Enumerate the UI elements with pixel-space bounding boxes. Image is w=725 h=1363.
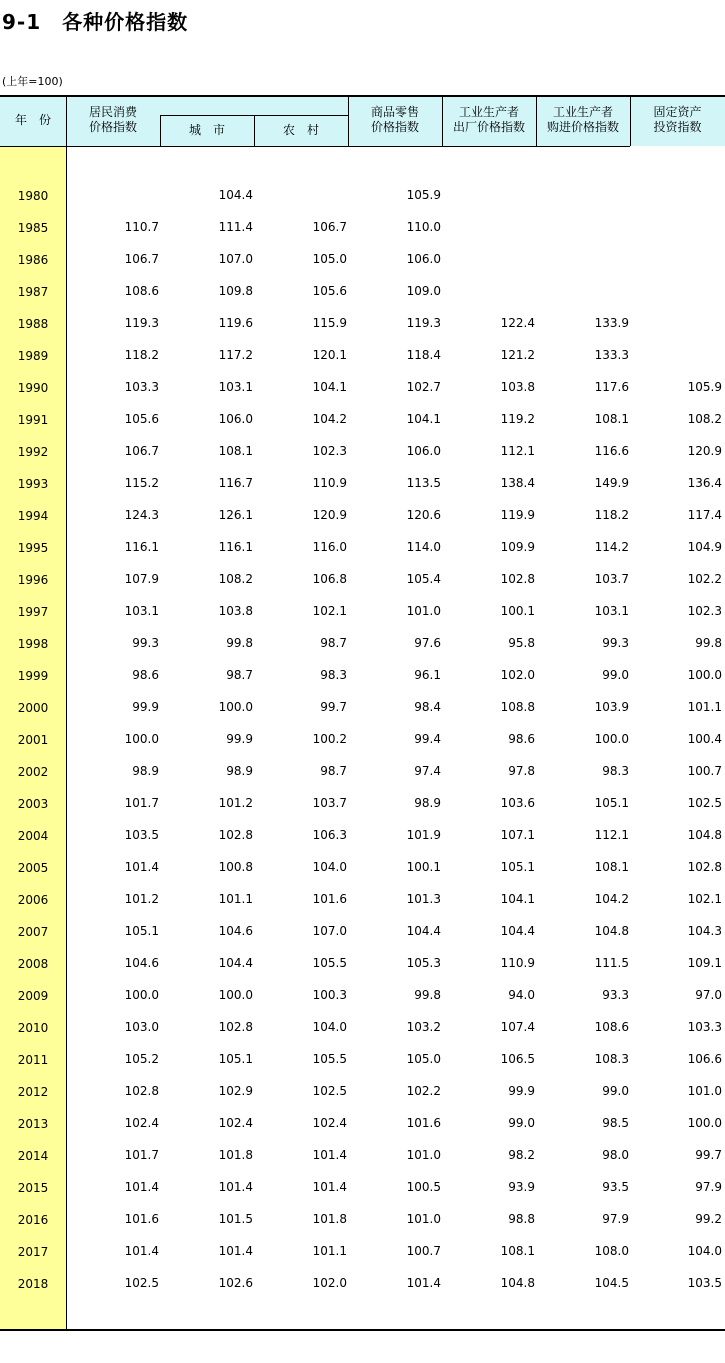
value-cell-cpi: 116.1: [124, 540, 159, 554]
year-cell: 2006: [17, 893, 49, 907]
year-cell: 1989: [17, 349, 49, 363]
value-cell-retail: 118.4: [406, 348, 441, 362]
year-cell: 1992: [17, 445, 49, 459]
value-cell-ppi-out: 97.8: [508, 764, 535, 778]
value-cell-urban: 100.8: [218, 860, 253, 874]
value-cell-ppi-in: 116.6: [594, 444, 629, 458]
value-cell-retail: 113.5: [406, 476, 441, 490]
value-cell-ppi-out: 104.1: [500, 892, 535, 906]
value-cell-ppi-out: 103.6: [500, 796, 535, 810]
value-cell-retail: 106.0: [406, 444, 441, 458]
value-cell-urban: 98.9: [226, 764, 253, 778]
value-cell-fixed: 103.5: [687, 1276, 722, 1290]
year-cell: 1986: [17, 253, 49, 267]
value-cell-ppi-in: 108.3: [594, 1052, 629, 1066]
value-cell-cpi: 100.0: [124, 732, 159, 746]
value-cell-rural: 105.5: [312, 956, 347, 970]
year-cell: 2013: [17, 1117, 49, 1131]
value-cell-cpi: 103.3: [124, 380, 159, 394]
value-cell-rural: 120.9: [312, 508, 347, 522]
value-cell-retail: 120.6: [406, 508, 441, 522]
year-cell: 2016: [17, 1213, 49, 1227]
value-cell-rural: 105.0: [312, 252, 347, 266]
value-cell-retail: 106.0: [406, 252, 441, 266]
year-cell: 2002: [17, 765, 49, 779]
header-bottom-rule: [0, 146, 630, 147]
header-year: 年 份: [14, 113, 51, 127]
value-cell-cpi: 119.3: [124, 316, 159, 330]
value-cell-ppi-out: 102.0: [500, 668, 535, 682]
value-cell-cpi: 101.4: [124, 1244, 159, 1258]
value-cell-cpi: 101.4: [124, 860, 159, 874]
value-cell-cpi: 101.2: [124, 892, 159, 906]
value-cell-rural: 106.3: [312, 828, 347, 842]
value-cell-urban: 104.4: [218, 188, 253, 202]
value-cell-cpi: 99.3: [132, 636, 159, 650]
year-column-divider: [66, 97, 67, 1330]
year-cell: 1997: [17, 605, 49, 619]
value-cell-ppi-in: 104.8: [594, 924, 629, 938]
value-cell-urban: 109.8: [218, 284, 253, 298]
value-cell-cpi: 105.6: [124, 412, 159, 426]
value-cell-retail: 103.2: [406, 1020, 441, 1034]
value-cell-fixed: 136.4: [687, 476, 722, 490]
value-cell-urban: 107.0: [218, 252, 253, 266]
value-cell-urban: 101.1: [218, 892, 253, 906]
value-cell-urban: 116.7: [218, 476, 253, 490]
value-cell-rural: 115.9: [312, 316, 347, 330]
value-cell-fixed: 102.5: [687, 796, 722, 810]
value-cell-retail: 101.6: [406, 1116, 441, 1130]
value-cell-fixed: 109.1: [687, 956, 722, 970]
value-cell-rural: 105.6: [312, 284, 347, 298]
year-cell: 2000: [17, 701, 49, 715]
value-cell-fixed: 97.0: [695, 988, 722, 1002]
value-cell-ppi-out: 104.4: [500, 924, 535, 938]
value-cell-retail: 96.1: [414, 668, 441, 682]
value-cell-rural: 102.3: [312, 444, 347, 458]
value-cell-fixed: 104.8: [687, 828, 722, 842]
value-cell-urban: 102.8: [218, 828, 253, 842]
value-cell-ppi-out: 102.8: [500, 572, 535, 586]
value-cell-ppi-in: 93.3: [602, 988, 629, 1002]
value-cell-rural: 106.8: [312, 572, 347, 586]
value-cell-ppi-in: 93.5: [602, 1180, 629, 1194]
year-cell: 1991: [17, 413, 49, 427]
year-cell: 1980: [17, 189, 49, 203]
value-cell-ppi-in: 100.0: [594, 732, 629, 746]
value-cell-rural: 102.0: [312, 1276, 347, 1290]
year-cell: 1995: [17, 541, 49, 555]
value-cell-ppi-in: 108.1: [594, 860, 629, 874]
value-cell-ppi-out: 108.8: [500, 700, 535, 714]
value-cell-urban: 104.6: [218, 924, 253, 938]
value-cell-urban: 102.9: [218, 1084, 253, 1098]
value-cell-urban: 104.4: [218, 956, 253, 970]
value-cell-ppi-in: 117.6: [594, 380, 629, 394]
value-cell-ppi-in: 108.6: [594, 1020, 629, 1034]
year-cell: 2009: [17, 989, 49, 1003]
header-fixed: 固定资产 投资指数: [653, 105, 702, 134]
year-cell: 1988: [17, 317, 49, 331]
year-cell: 2005: [17, 861, 49, 875]
year-cell: 2001: [17, 733, 49, 747]
value-cell-fixed: 100.0: [687, 668, 722, 682]
value-cell-retail: 105.9: [406, 188, 441, 202]
value-cell-ppi-in: 103.1: [594, 604, 629, 618]
value-cell-urban: 100.0: [218, 700, 253, 714]
value-cell-retail: 105.0: [406, 1052, 441, 1066]
header-retail: 商品零售 价格指数: [370, 105, 419, 134]
year-cell: 1998: [17, 637, 49, 651]
value-cell-cpi: 102.4: [124, 1116, 159, 1130]
value-cell-ppi-out: 98.2: [508, 1148, 535, 1162]
value-cell-ppi-out: 100.1: [500, 604, 535, 618]
value-cell-ppi-out: 138.4: [500, 476, 535, 490]
value-cell-cpi: 105.2: [124, 1052, 159, 1066]
value-cell-rural: 104.2: [312, 412, 347, 426]
value-cell-ppi-in: 104.5: [594, 1276, 629, 1290]
value-cell-urban: 101.4: [218, 1244, 253, 1258]
header-urban: 城 市: [188, 123, 225, 137]
value-cell-fixed: 101.0: [687, 1084, 722, 1098]
value-cell-urban: 108.2: [218, 572, 253, 586]
value-cell-retail: 114.0: [406, 540, 441, 554]
value-cell-ppi-in: 103.7: [594, 572, 629, 586]
value-cell-urban: 119.6: [218, 316, 253, 330]
value-cell-cpi: 108.6: [124, 284, 159, 298]
header-ppi-in: 工业生产者 购进价格指数: [546, 105, 619, 134]
value-cell-urban: 102.4: [218, 1116, 253, 1130]
value-cell-urban: 98.7: [226, 668, 253, 682]
value-cell-ppi-out: 98.8: [508, 1212, 535, 1226]
value-cell-fixed: 103.3: [687, 1020, 722, 1034]
table-bottom-rule: [0, 1329, 725, 1331]
value-cell-cpi: 101.7: [124, 1148, 159, 1162]
value-cell-retail: 100.5: [406, 1180, 441, 1194]
value-cell-ppi-out: 99.9: [508, 1084, 535, 1098]
value-cell-fixed: 100.4: [687, 732, 722, 746]
value-cell-rural: 98.7: [320, 764, 347, 778]
value-cell-ppi-in: 98.5: [602, 1116, 629, 1130]
value-cell-retail: 100.1: [406, 860, 441, 874]
value-cell-urban: 117.2: [218, 348, 253, 362]
value-cell-cpi: 101.4: [124, 1180, 159, 1194]
value-cell-ppi-in: 105.1: [594, 796, 629, 810]
value-cell-urban: 111.4: [218, 220, 253, 234]
value-cell-rural: 101.4: [312, 1148, 347, 1162]
year-cell: 1994: [17, 509, 49, 523]
value-cell-fixed: 105.9: [687, 380, 722, 394]
value-cell-urban: 101.5: [218, 1212, 253, 1226]
value-cell-ppi-in: 108.0: [594, 1244, 629, 1258]
value-cell-ppi-out: 99.0: [508, 1116, 535, 1130]
value-cell-retail: 105.4: [406, 572, 441, 586]
value-cell-fixed: 102.1: [687, 892, 722, 906]
value-cell-rural: 104.0: [312, 1020, 347, 1034]
value-cell-rural: 101.1: [312, 1244, 347, 1258]
value-cell-ppi-in: 112.1: [594, 828, 629, 842]
value-cell-cpi: 102.5: [124, 1276, 159, 1290]
value-cell-urban: 106.0: [218, 412, 253, 426]
value-cell-rural: 101.4: [312, 1180, 347, 1194]
value-cell-retail: 97.4: [414, 764, 441, 778]
value-cell-fixed: 108.2: [687, 412, 722, 426]
value-cell-cpi: 101.7: [124, 796, 159, 810]
value-cell-ppi-in: 111.5: [594, 956, 629, 970]
value-cell-fixed: 100.0: [687, 1116, 722, 1130]
page-title: 9-1 各种价格指数: [2, 10, 189, 34]
value-cell-cpi: 102.8: [124, 1084, 159, 1098]
value-cell-ppi-in: 98.0: [602, 1148, 629, 1162]
value-cell-retail: 99.4: [414, 732, 441, 746]
year-cell: 1993: [17, 477, 49, 491]
header-rural: 农 村: [282, 123, 319, 137]
value-cell-ppi-in: 118.2: [594, 508, 629, 522]
value-cell-urban: 101.2: [218, 796, 253, 810]
value-cell-rural: 106.7: [312, 220, 347, 234]
year-cell: 2004: [17, 829, 49, 843]
year-cell: 2018: [17, 1277, 49, 1291]
value-cell-fixed: 102.8: [687, 860, 722, 874]
year-cell: 2015: [17, 1181, 49, 1195]
value-cell-fixed: 100.7: [687, 764, 722, 778]
value-cell-fixed: 117.4: [687, 508, 722, 522]
table-top-rule: [0, 95, 725, 97]
value-cell-retail: 104.1: [406, 412, 441, 426]
year-cell: 2008: [17, 957, 49, 971]
year-cell: 1985: [17, 221, 49, 235]
value-cell-ppi-in: 133.9: [594, 316, 629, 330]
value-cell-retail: 98.9: [414, 796, 441, 810]
value-cell-urban: 99.8: [226, 636, 253, 650]
value-cell-retail: 101.0: [406, 1212, 441, 1226]
value-cell-urban: 101.8: [218, 1148, 253, 1162]
value-cell-ppi-out: 94.0: [508, 988, 535, 1002]
value-cell-rural: 120.1: [312, 348, 347, 362]
year-cell: 2003: [17, 797, 49, 811]
value-cell-urban: 103.1: [218, 380, 253, 394]
value-cell-ppi-out: 103.8: [500, 380, 535, 394]
value-cell-rural: 110.9: [312, 476, 347, 490]
value-cell-rural: 101.6: [312, 892, 347, 906]
value-cell-ppi-out: 106.5: [500, 1052, 535, 1066]
value-cell-rural: 99.7: [320, 700, 347, 714]
value-cell-ppi-in: 99.0: [602, 668, 629, 682]
value-cell-rural: 102.4: [312, 1116, 347, 1130]
value-cell-rural: 98.7: [320, 636, 347, 650]
value-cell-rural: 98.3: [320, 668, 347, 682]
value-cell-cpi: 104.6: [124, 956, 159, 970]
value-cell-retail: 99.8: [414, 988, 441, 1002]
value-cell-rural: 104.1: [312, 380, 347, 394]
value-cell-retail: 119.3: [406, 316, 441, 330]
value-cell-cpi: 115.2: [124, 476, 159, 490]
value-cell-cpi: 101.6: [124, 1212, 159, 1226]
value-cell-urban: 100.0: [218, 988, 253, 1002]
value-cell-ppi-in: 99.0: [602, 1084, 629, 1098]
value-cell-fixed: 104.3: [687, 924, 722, 938]
value-cell-retail: 101.9: [406, 828, 441, 842]
value-cell-cpi: 105.1: [124, 924, 159, 938]
value-cell-ppi-out: 104.8: [500, 1276, 535, 1290]
value-cell-retail: 102.2: [406, 1084, 441, 1098]
value-cell-ppi-out: 119.2: [500, 412, 535, 426]
value-cell-rural: 103.7: [312, 796, 347, 810]
value-cell-ppi-in: 103.9: [594, 700, 629, 714]
value-cell-retail: 101.3: [406, 892, 441, 906]
value-cell-urban: 99.9: [226, 732, 253, 746]
value-cell-ppi-in: 99.3: [602, 636, 629, 650]
year-cell: 2012: [17, 1085, 49, 1099]
year-cell: 2014: [17, 1149, 49, 1163]
value-cell-ppi-out: 122.4: [500, 316, 535, 330]
value-cell-cpi: 103.1: [124, 604, 159, 618]
value-cell-rural: 107.0: [312, 924, 347, 938]
value-cell-urban: 126.1: [218, 508, 253, 522]
value-cell-ppi-out: 95.8: [508, 636, 535, 650]
value-cell-fixed: 120.9: [687, 444, 722, 458]
value-cell-retail: 97.6: [414, 636, 441, 650]
value-cell-cpi: 107.9: [124, 572, 159, 586]
value-cell-ppi-out: 107.4: [500, 1020, 535, 1034]
value-cell-urban: 108.1: [218, 444, 253, 458]
value-cell-ppi-out: 119.9: [500, 508, 535, 522]
value-cell-urban: 101.4: [218, 1180, 253, 1194]
year-cell: 1987: [17, 285, 49, 299]
value-cell-ppi-out: 110.9: [500, 956, 535, 970]
value-cell-fixed: 97.9: [695, 1180, 722, 1194]
value-cell-ppi-out: 98.6: [508, 732, 535, 746]
value-cell-retail: 100.7: [406, 1244, 441, 1258]
year-cell: 1996: [17, 573, 49, 587]
value-cell-retail: 104.4: [406, 924, 441, 938]
value-cell-ppi-in: 104.2: [594, 892, 629, 906]
value-cell-fixed: 102.2: [687, 572, 722, 586]
value-cell-ppi-out: 108.1: [500, 1244, 535, 1258]
value-cell-cpi: 100.0: [124, 988, 159, 1002]
value-cell-cpi: 103.0: [124, 1020, 159, 1034]
value-cell-retail: 98.4: [414, 700, 441, 714]
value-cell-ppi-out: 93.9: [508, 1180, 535, 1194]
header-cpi: 居民消费 价格指数: [88, 105, 137, 134]
year-cell: 2010: [17, 1021, 49, 1035]
value-cell-cpi: 118.2: [124, 348, 159, 362]
value-cell-retail: 110.0: [406, 220, 441, 234]
value-cell-ppi-in: 114.2: [594, 540, 629, 554]
value-cell-ppi-out: 107.1: [500, 828, 535, 842]
value-cell-cpi: 103.5: [124, 828, 159, 842]
value-cell-cpi: 99.9: [132, 700, 159, 714]
value-cell-retail: 102.7: [406, 380, 441, 394]
value-cell-retail: 101.0: [406, 604, 441, 618]
year-cell: 2011: [17, 1053, 49, 1067]
value-cell-fixed: 102.3: [687, 604, 722, 618]
value-cell-cpi: 106.7: [124, 444, 159, 458]
value-cell-urban: 105.1: [218, 1052, 253, 1066]
value-cell-ppi-in: 97.9: [602, 1212, 629, 1226]
header-ppi-out: 工业生产者 出厂价格指数: [452, 105, 525, 134]
year-cell: 1990: [17, 381, 49, 395]
value-cell-fixed: 99.2: [695, 1212, 722, 1226]
value-cell-rural: 104.0: [312, 860, 347, 874]
value-cell-fixed: 101.1: [687, 700, 722, 714]
value-cell-urban: 103.8: [218, 604, 253, 618]
value-cell-retail: 109.0: [406, 284, 441, 298]
value-cell-ppi-out: 121.2: [500, 348, 535, 362]
year-cell: 2007: [17, 925, 49, 939]
value-cell-ppi-out: 112.1: [500, 444, 535, 458]
value-cell-rural: 102.1: [312, 604, 347, 618]
value-cell-rural: 101.8: [312, 1212, 347, 1226]
value-cell-cpi: 110.7: [124, 220, 159, 234]
value-cell-ppi-in: 98.3: [602, 764, 629, 778]
value-cell-cpi: 124.3: [124, 508, 159, 522]
year-cell: 1999: [17, 669, 49, 683]
value-cell-retail: 101.0: [406, 1148, 441, 1162]
value-cell-urban: 102.6: [218, 1276, 253, 1290]
value-cell-retail: 101.4: [406, 1276, 441, 1290]
year-cell: 2017: [17, 1245, 49, 1259]
value-cell-urban: 102.8: [218, 1020, 253, 1034]
value-cell-cpi: 98.9: [132, 764, 159, 778]
value-cell-fixed: 104.0: [687, 1244, 722, 1258]
value-cell-rural: 116.0: [312, 540, 347, 554]
value-cell-retail: 105.3: [406, 956, 441, 970]
value-cell-rural: 100.3: [312, 988, 347, 1002]
value-cell-ppi-out: 105.1: [500, 860, 535, 874]
value-cell-cpi: 98.6: [132, 668, 159, 682]
value-cell-ppi-out: 109.9: [500, 540, 535, 554]
value-cell-fixed: 106.6: [687, 1052, 722, 1066]
value-cell-ppi-in: 133.3: [594, 348, 629, 362]
value-cell-fixed: 99.8: [695, 636, 722, 650]
value-cell-fixed: 104.9: [687, 540, 722, 554]
base-note: (上年=100): [2, 75, 63, 88]
value-cell-cpi: 106.7: [124, 252, 159, 266]
value-cell-ppi-in: 108.1: [594, 412, 629, 426]
value-cell-urban: 116.1: [218, 540, 253, 554]
value-cell-fixed: 99.7: [695, 1148, 722, 1162]
value-cell-rural: 102.5: [312, 1084, 347, 1098]
value-cell-rural: 105.5: [312, 1052, 347, 1066]
value-cell-rural: 100.2: [312, 732, 347, 746]
value-cell-ppi-in: 149.9: [594, 476, 629, 490]
